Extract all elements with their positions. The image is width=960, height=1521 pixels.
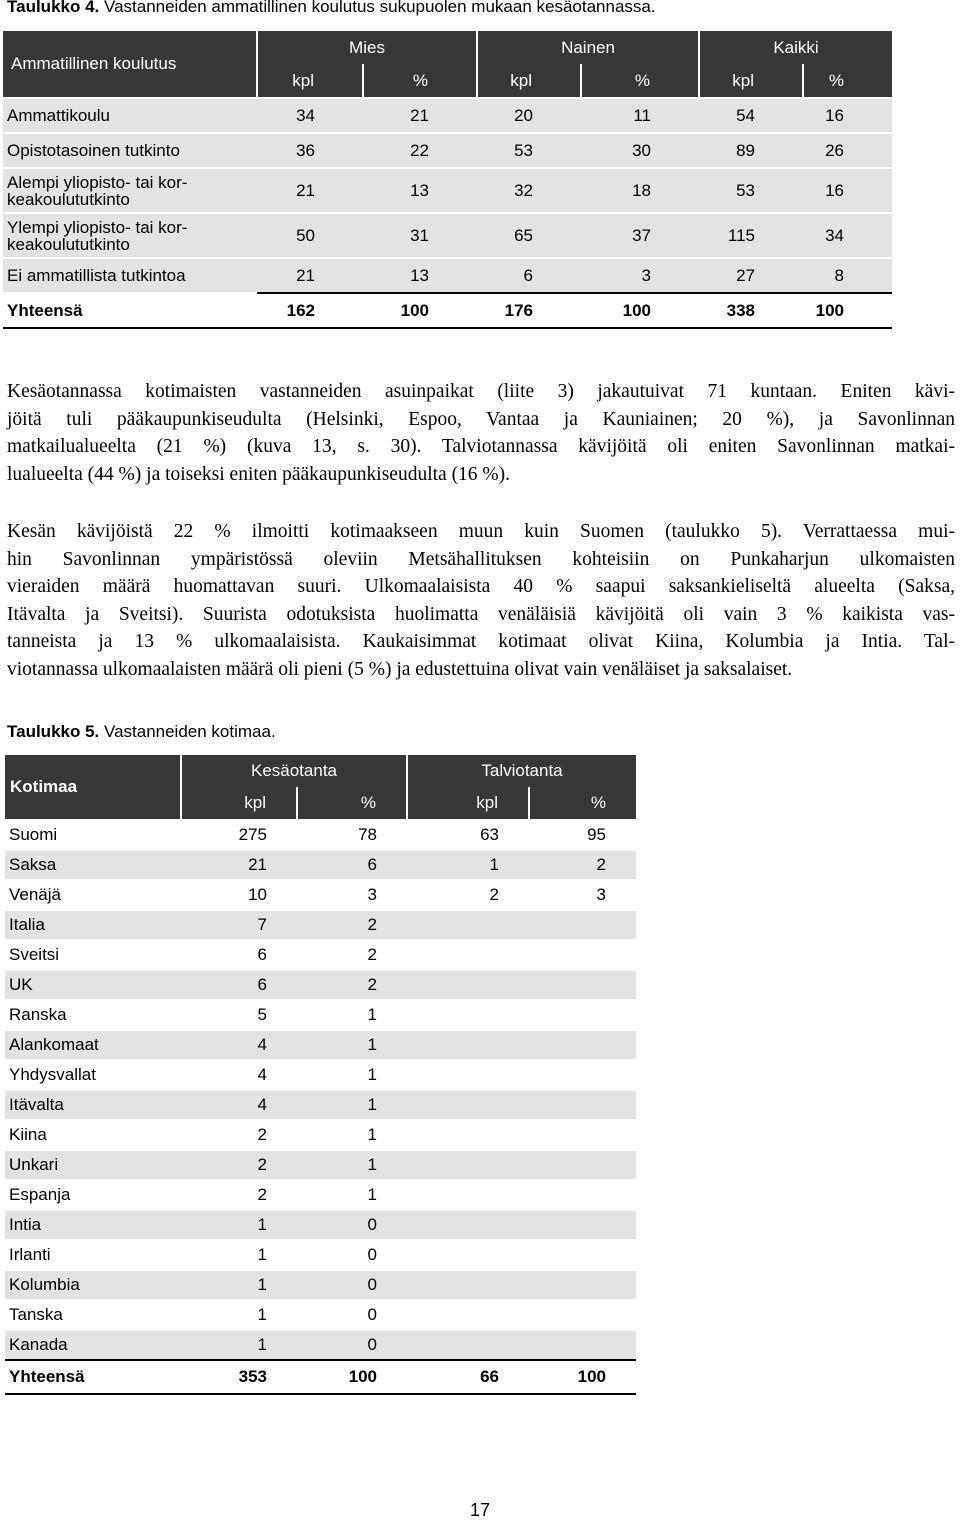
table-row xyxy=(5,1000,636,1030)
table4-cell: 13 xyxy=(363,258,477,293)
table4-cell: 53 xyxy=(699,168,803,213)
table4-row-label: Ammattikoulu xyxy=(3,98,257,133)
table5-cell: 4 xyxy=(181,1060,297,1090)
table5-cell: 2 xyxy=(529,850,636,880)
table4-cell: 32 xyxy=(477,168,581,213)
table5-cell xyxy=(407,910,529,940)
table5-cell: 4 xyxy=(181,1090,297,1120)
table4-subheader-3: % xyxy=(581,64,699,98)
table4-caption xyxy=(7,0,656,17)
table-row xyxy=(5,1060,636,1090)
table5-cell: 95 xyxy=(529,820,636,850)
table4-cell: 65 xyxy=(477,213,581,258)
page-number: 17 xyxy=(469,1500,491,1520)
table-row xyxy=(5,850,636,880)
table-row xyxy=(5,1030,636,1060)
table4-row-label: Ei ammatillista tutkintoa xyxy=(3,258,257,293)
table4-caption-text: Vastanneiden ammatillinen koulutus sukupuolen mukaan kesäotannassa. xyxy=(99,0,656,16)
table5-row-label: Espanja xyxy=(5,1180,181,1210)
table-row xyxy=(3,98,892,133)
table4-row-header: Ammatillinen koulutus xyxy=(11,54,177,73)
table5-row-label: Tanska xyxy=(5,1300,181,1330)
table4-cell: 34 xyxy=(803,213,892,258)
table5-row-label: UK xyxy=(5,970,181,1000)
paragraph-2 xyxy=(7,518,955,683)
table5-row-label: Sveitsi xyxy=(5,940,181,970)
table-row xyxy=(5,1300,636,1330)
table4-cell: 37 xyxy=(581,213,699,258)
table4-cell: 34 xyxy=(257,98,363,133)
table5-cell: 3 xyxy=(297,880,407,910)
table4-cell: 18 xyxy=(581,168,699,213)
paragraph-line: jöitä tuli pääkaupunkiseudulta (Helsinki, Espoo, Vantaa ja Kauniainen; 20 %), ja Savonlinnan xyxy=(7,408,955,430)
table4-cell: 36 xyxy=(257,133,363,168)
table4-cell: 50 xyxy=(257,213,363,258)
table-row xyxy=(5,1240,636,1270)
table5-cell xyxy=(407,970,529,1000)
table-row xyxy=(5,1270,636,1300)
table-row xyxy=(5,970,636,1000)
table4-cell: 53 xyxy=(477,133,581,168)
table5-body xyxy=(5,820,636,1394)
table5-cell: 1 xyxy=(181,1240,297,1270)
table5-cell xyxy=(407,1330,529,1360)
table-row xyxy=(5,1090,636,1120)
table5-cell xyxy=(529,940,636,970)
table4-total-cell: 338 xyxy=(699,293,803,328)
table5-row-label: Venäjä xyxy=(5,880,181,910)
table-row xyxy=(5,820,636,850)
table5-row-label: Irlanti xyxy=(5,1240,181,1270)
table5-cell: 1 xyxy=(297,1150,407,1180)
table4-total-label: Yhteensä xyxy=(3,293,257,328)
table-row xyxy=(3,258,892,293)
table-row xyxy=(5,910,636,940)
table4 xyxy=(3,31,892,329)
table4-header xyxy=(3,31,892,98)
table4-cell: 54 xyxy=(699,98,803,133)
table5-subheader-1: % xyxy=(297,787,407,820)
table4-total-cell: 162 xyxy=(257,293,363,328)
table4-subheader-2: kpl xyxy=(477,64,581,98)
table5-cell xyxy=(407,1270,529,1300)
table4-cell: 30 xyxy=(581,133,699,168)
table5-cell: 2 xyxy=(181,1150,297,1180)
table5-cell: 1 xyxy=(407,850,529,880)
table5-cell: 7 xyxy=(181,910,297,940)
table-row xyxy=(5,940,636,970)
table5-cell: 2 xyxy=(297,970,407,1000)
table4-group-mies: Mies xyxy=(257,31,477,64)
table5-cell: 1 xyxy=(181,1210,297,1240)
table5-cell xyxy=(529,1150,636,1180)
paragraph-1 xyxy=(7,378,955,488)
table4-row-label: Ylempi yliopisto- tai kor- keakoulututkinto xyxy=(3,213,257,258)
table4-cell: 11 xyxy=(581,98,699,133)
table5-row-label: Italia xyxy=(5,910,181,940)
table4-subheader-5: % xyxy=(803,64,892,98)
table5-row-label: Suomi xyxy=(5,820,181,850)
table5-caption-label: Taulukko 5. xyxy=(7,722,100,741)
table5-cell: 3 xyxy=(529,880,636,910)
table5-cell: 2 xyxy=(297,940,407,970)
table5-cell: 2 xyxy=(181,1120,297,1150)
paragraph-line: Itävalta ja Sveitsi). Suurista odotuksista huolimatta venäläisiä kävijöitä oli vain 3 % kaikista vas- xyxy=(7,603,955,625)
table5-cell: 6 xyxy=(181,940,297,970)
table5 xyxy=(5,755,636,1395)
table5-total-cell: 100 xyxy=(297,1360,407,1394)
table4-cell: 6 xyxy=(477,258,581,293)
table5-cell xyxy=(407,1150,529,1180)
table-row xyxy=(3,168,892,213)
table4-total-cell: 100 xyxy=(363,293,477,328)
paragraph-line: tanneista ja 13 % ulkomaalaisista. Kaukaisimmat kotimaat olivat Kiina, Kolumbia ja Intia. Tal- xyxy=(7,631,955,652)
paragraph-line: Kesän kävijöistä 22 % ilmoitti kotimaakseen muun kuin Suomen (taulukko 5). Verrattaessa mui- xyxy=(7,521,955,542)
table4-cell: 16 xyxy=(803,98,892,133)
paragraph-line: Kesäotannassa kotimaisten vastanneiden asuinpaikat (liite 3) jakautuivat 71 kuntaan. Eniten kävi- xyxy=(7,381,955,402)
table4-row-label: Opistotasoinen tutkinto xyxy=(3,133,257,168)
table4-row-label: Alempi yliopisto- tai kor- keakoulututkinto xyxy=(3,168,257,213)
table5-row-label: Kiina xyxy=(5,1120,181,1150)
table4-subheader-0: kpl xyxy=(257,64,363,98)
table-row xyxy=(5,1210,636,1240)
table5-row-label: Alankomaat xyxy=(5,1030,181,1060)
table5-cell: 21 xyxy=(181,850,297,880)
table4-cell: 89 xyxy=(699,133,803,168)
table4-cell: 31 xyxy=(363,213,477,258)
table-row xyxy=(5,1330,636,1360)
paragraph-line: vieraiden määrä huomattavan suuri. Ulkomaalaisista 40 % saapui saksankieliseltä alueelta (Saksa, xyxy=(7,576,955,597)
table5-row-label: Ranska xyxy=(5,1000,181,1030)
table5-cell xyxy=(407,1030,529,1060)
table5-cell: 1 xyxy=(181,1330,297,1360)
paragraph-line: lualueelta (44 %) ja toiseksi eniten pääkaupunkiseudulta (16 %). xyxy=(7,463,511,485)
table5-total-cell: 353 xyxy=(181,1360,297,1394)
table5-cell: 1 xyxy=(297,1090,407,1120)
table5-total-cell: 66 xyxy=(407,1360,529,1394)
table4-cell: 16 xyxy=(803,168,892,213)
table4-cell: 3 xyxy=(581,258,699,293)
table5-cell xyxy=(407,1240,529,1270)
table5-subheader-2: kpl xyxy=(407,787,529,820)
table5-row-label: Itävalta xyxy=(5,1090,181,1120)
table-row xyxy=(5,1180,636,1210)
table5-cell: 2 xyxy=(407,880,529,910)
table4-group-kaikki: Kaikki xyxy=(699,31,892,64)
table4-cell: 115 xyxy=(699,213,803,258)
table4-group-nainen: Nainen xyxy=(477,31,699,64)
table5-cell: 6 xyxy=(181,970,297,1000)
table5-cell xyxy=(529,1090,636,1120)
table5-cell: 1 xyxy=(297,1120,407,1150)
table4-cell: 20 xyxy=(477,98,581,133)
table5-group-kesaotanta: Kesäotanta xyxy=(181,755,407,787)
table5-cell xyxy=(529,1030,636,1060)
table5-total-label: Yhteensä xyxy=(5,1360,181,1394)
table4-cell: 8 xyxy=(803,258,892,293)
table5-row-label: Kolumbia xyxy=(5,1270,181,1300)
table5-cell: 1 xyxy=(297,1060,407,1090)
table4-total-cell: 100 xyxy=(581,293,699,328)
table4-cell: 26 xyxy=(803,133,892,168)
table4-body xyxy=(3,98,892,328)
table5-cell: 10 xyxy=(181,880,297,910)
table-row xyxy=(3,133,892,168)
table5-row-label: Unkari xyxy=(5,1150,181,1180)
table5-cell: 2 xyxy=(181,1180,297,1210)
table5-group-talviotanta: Talviotanta xyxy=(407,755,636,787)
table4-caption-label: Taulukko 4. xyxy=(7,0,100,16)
table4-cell: 22 xyxy=(363,133,477,168)
table-row xyxy=(5,1150,636,1180)
table5-cell xyxy=(407,1300,529,1330)
table5-cell: 63 xyxy=(407,820,529,850)
table5-subheader-0: kpl xyxy=(181,787,297,820)
table5-cell xyxy=(407,1120,529,1150)
paragraph-line: hin Savonlinnan ympäristössä oleviin Metsähallituksen kohteisiin on Punkaharjun ulkomaisten xyxy=(7,548,955,570)
table5-cell: 0 xyxy=(297,1300,407,1330)
table5-cell xyxy=(529,1270,636,1300)
table5-cell xyxy=(407,1180,529,1210)
table5-caption-text: Vastanneiden kotimaa. xyxy=(99,722,276,741)
table4-cell: 27 xyxy=(699,258,803,293)
table5-cell: 4 xyxy=(181,1030,297,1060)
table4-total-row xyxy=(3,293,892,328)
table5-cell: 5 xyxy=(181,1000,297,1030)
table5-cell: 1 xyxy=(181,1270,297,1300)
paragraph-line: viotannassa ulkomaalaisten määrä oli pieni (5 %) ja edustettuina olivat vain venäläiset ja saksalaiset. xyxy=(7,658,793,680)
table5-row-label: Saksa xyxy=(5,850,181,880)
table4-cell: 13 xyxy=(363,168,477,213)
table5-cell xyxy=(529,1060,636,1090)
table5-cell xyxy=(529,970,636,1000)
table5-cell: 78 xyxy=(297,820,407,850)
table5-caption xyxy=(7,722,276,742)
table4-cell: 21 xyxy=(363,98,477,133)
table5-cell xyxy=(529,1000,636,1030)
table5-cell: 2 xyxy=(297,910,407,940)
table5-cell xyxy=(529,1300,636,1330)
table4-cell: 21 xyxy=(257,168,363,213)
table5-header xyxy=(5,755,636,820)
table5-cell: 0 xyxy=(297,1240,407,1270)
table5-cell: 0 xyxy=(297,1210,407,1240)
table5-cell xyxy=(529,910,636,940)
table5-total-cell: 100 xyxy=(529,1360,636,1394)
table4-total-cell: 100 xyxy=(803,293,892,328)
table4-total-cell: 176 xyxy=(477,293,581,328)
table4-subheader-4: kpl xyxy=(699,64,803,98)
table5-cell: 0 xyxy=(297,1330,407,1360)
table5-cell: 1 xyxy=(297,1180,407,1210)
table5-subheader-3: % xyxy=(529,787,636,820)
table5-cell xyxy=(407,1000,529,1030)
table5-row-label: Intia xyxy=(5,1210,181,1240)
table5-cell: 1 xyxy=(181,1300,297,1330)
table-row xyxy=(5,1120,636,1150)
table5-cell: 1 xyxy=(297,1000,407,1030)
table5-cell: 6 xyxy=(297,850,407,880)
table5-cell: 0 xyxy=(297,1270,407,1300)
table5-cell: 1 xyxy=(297,1030,407,1060)
table5-cell xyxy=(529,1240,636,1270)
table-row xyxy=(3,213,892,258)
table4-cell: 21 xyxy=(257,258,363,293)
table5-cell xyxy=(529,1120,636,1150)
table5-total-row xyxy=(5,1360,636,1394)
paragraph-line: matkailualueelta (21 %) (kuva 13, s. 30). Talviotannassa kävijöitä oli eniten Savonlinnan matkai- xyxy=(7,436,955,457)
table5-cell xyxy=(529,1210,636,1240)
table5-cell xyxy=(407,940,529,970)
table5-cell xyxy=(407,1090,529,1120)
table5-row-header: Kotimaa xyxy=(10,777,78,796)
table5-cell: 275 xyxy=(181,820,297,850)
table5-cell xyxy=(407,1210,529,1240)
table5-cell xyxy=(529,1330,636,1360)
table5-row-label: Kanada xyxy=(5,1330,181,1360)
table5-cell xyxy=(407,1060,529,1090)
table4-subheader-1: % xyxy=(363,64,477,98)
table5-row-label: Yhdysvallat xyxy=(5,1060,181,1090)
table-row xyxy=(5,880,636,910)
table5-cell xyxy=(529,1180,636,1210)
